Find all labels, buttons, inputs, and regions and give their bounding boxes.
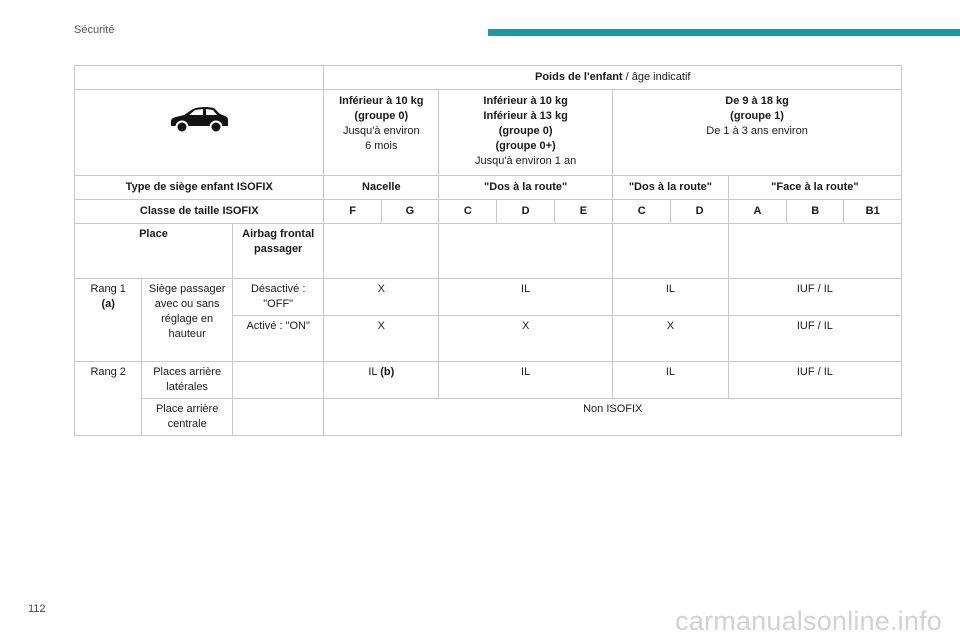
class-cell: B1 [844,200,902,224]
non-isofix-cell: Non ISOFIX [324,399,902,436]
airbag-off: Désactivé : "OFF" [232,279,324,316]
type-row [75,176,902,200]
empty-cell [613,224,729,279]
value-cell: X [439,316,613,362]
weight-header-row [75,66,902,90]
rang1-off-row [75,279,902,316]
empty-cell [439,224,613,279]
class-cell: A [728,200,786,224]
isofix-table [74,65,902,436]
type-label: Type de siège enfant ISOFIX [75,176,324,200]
value-cell: X [324,316,439,362]
class-row [75,200,902,224]
rang2-lateral-row [75,362,902,399]
car-icon-cell [75,90,324,176]
class-cell: C [613,200,671,224]
empty-cell [728,224,901,279]
value-cell: IL [613,362,729,399]
value-cell: X [613,316,729,362]
class-cell: G [381,200,438,224]
empty-cell [324,224,439,279]
type-rear-facing-1: "Dos à la route" [439,176,613,200]
type-rear-facing-2: "Dos à la route" [613,176,729,200]
rang1-label: Rang 1 (a) [75,279,142,362]
class-cell: F [324,200,381,224]
class-cell: C [439,200,497,224]
value-cell: IUF / IL [728,279,901,316]
section-accent-bar [488,29,960,36]
place-label: Place [75,224,233,279]
empty-cell [232,399,324,436]
airbag-on: Activé : "ON" [232,316,324,362]
airbag-label: Airbag frontal passager [232,224,324,279]
empty-cell [232,362,324,399]
group-0-cell: Inférieur à 10 kg (groupe 0) Jusqu'à environ 6 mois [324,90,439,176]
group-1-cell: De 9 à 18 kg (groupe 1) De 1 à 3 ans environ [613,90,902,176]
value-cell: IL [439,362,613,399]
value-cell: IUF / IL [728,316,901,362]
weight-header: Poids de l'enfant / âge indicatif [324,66,902,90]
rang2-central-row [75,399,902,436]
class-cell: B [787,200,844,224]
class-cell: D [671,200,728,224]
car-icon [167,125,231,137]
value-cell: IL [613,279,729,316]
class-cell: D [497,200,554,224]
groups-row [75,90,902,176]
place-header-row [75,224,902,279]
page-number: 112 [28,603,46,615]
class-cell: E [554,200,612,224]
rang2-label: Rang 2 [75,362,142,436]
rang2-central-place: Place arrière centrale [142,399,233,436]
value-cell: IL (b) [324,362,439,399]
watermark: carmanualsonline.info [675,606,942,636]
empty-header-cell [75,66,324,90]
type-nacelle: Nacelle [324,176,439,200]
section-title: Sécurité [74,24,115,36]
value-cell: X [324,279,439,316]
rang2-lateral-place: Places arrière latérales [142,362,233,399]
group-0plus-cell: Inférieur à 10 kg Inférieur à 13 kg (groupe 0) (groupe 0+) Jusqu'à environ 1 an [439,90,613,176]
value-cell: IL [439,279,613,316]
class-label: Classe de taille ISOFIX [75,200,324,224]
rang1-seat: Siège passager avec ou sans réglage en hauteur [142,279,233,362]
value-cell: IUF / IL [728,362,901,399]
type-forward-facing: "Face à la route" [728,176,901,200]
